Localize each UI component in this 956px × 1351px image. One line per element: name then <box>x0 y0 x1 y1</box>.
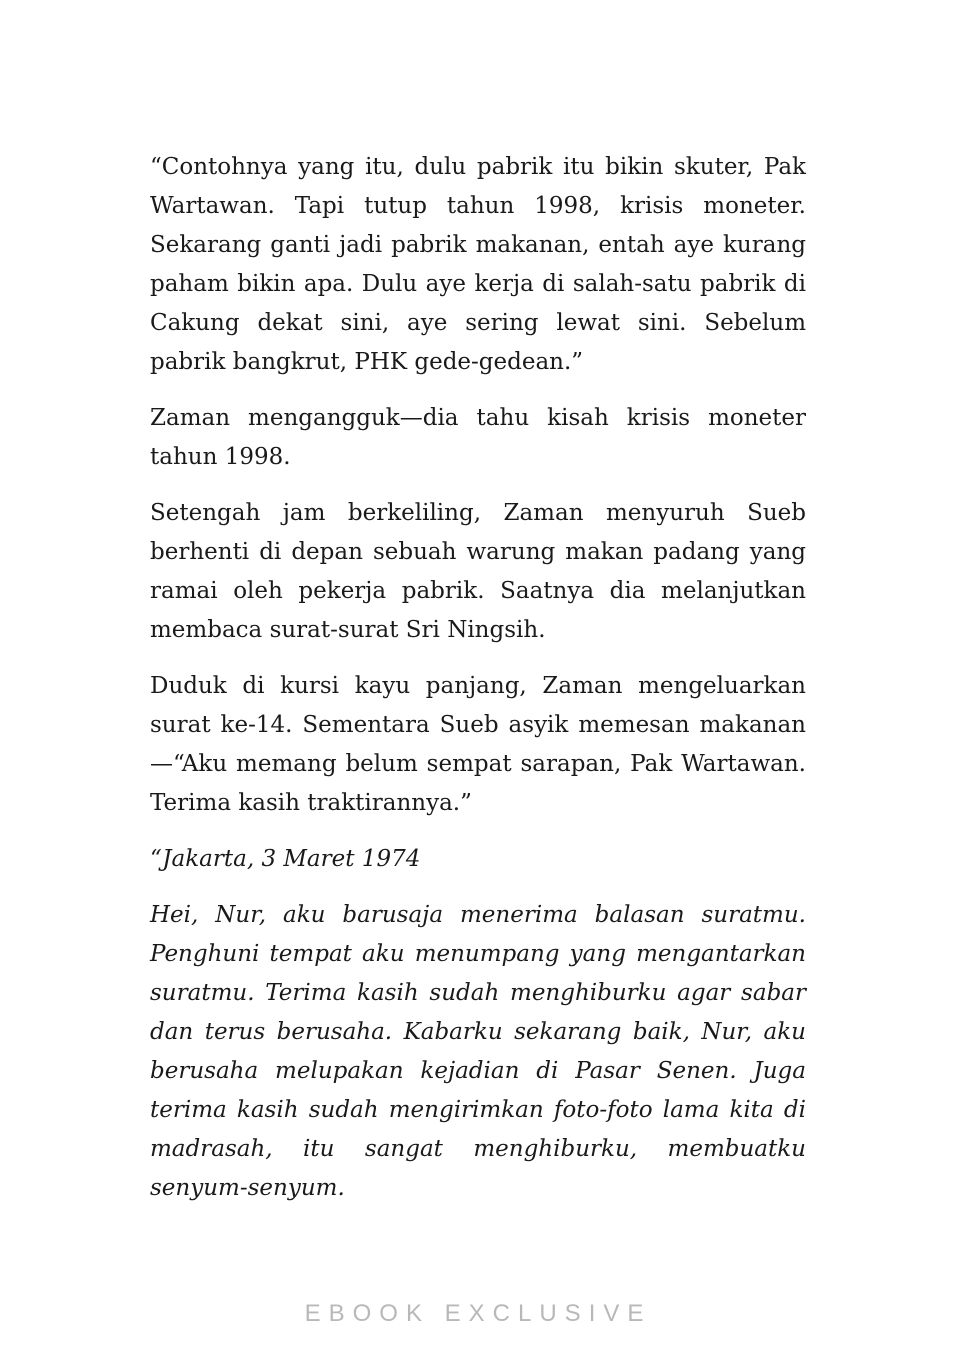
letter-body: Hei, Nur, aku barusaja menerima balasan suratmu. Penghuni tempat aku menumpang yang mengantarkan suratmu. Terima kasih sudah menghiburku agar sabar dan terus berusaha. Kabarku sekarang baik, Nur, aku berusaha melupakan kejadian di Pasar Senen. Juga terima kasih sudah mengirimkan foto-foto lama kita di madrasah, itu sangat menghiburku, membuatku senyum-senyum. <box>150 902 806 1201</box>
paragraph-3: Setengah jam berkeliling, Zaman menyuruh Sueb berhenti di depan sebuah warung makan padang yang ramai oleh pekerja pabrik. Saatnya dia melanjutkan membaca surat-surat Sri Ningsih. <box>150 500 806 643</box>
page-content <box>150 148 806 1225</box>
paragraph-2: Zaman mengangguk—dia tahu kisah krisis moneter tahun 1998. <box>150 405 806 470</box>
ebook-exclusive-footer: EBOOK EXCLUSIVE <box>304 1300 652 1327</box>
letter-heading: “Jakarta, 3 Maret 1974 <box>150 846 421 872</box>
paragraph-4: Duduk di kursi kayu panjang, Zaman mengeluarkan surat ke-14. Sementara Sueb asyik memesan makanan—“Aku memang belum sempat sarapan, Pak Wartawan. Terima kasih traktirannya.” <box>150 673 806 816</box>
paragraph-1: “Contohnya yang itu, dulu pabrik itu bikin skuter, Pak Wartawan. Tapi tutup tahun 1998, krisis moneter. Sekarang ganti jadi pabrik makanan, entah aye kurang paham bikin apa. Dulu aye kerja di salah-satu pabrik di Cakung dekat sini, aye sering lewat sini. Sebelum pabrik bangkrut, PHK gede-gedean.” <box>150 154 806 375</box>
